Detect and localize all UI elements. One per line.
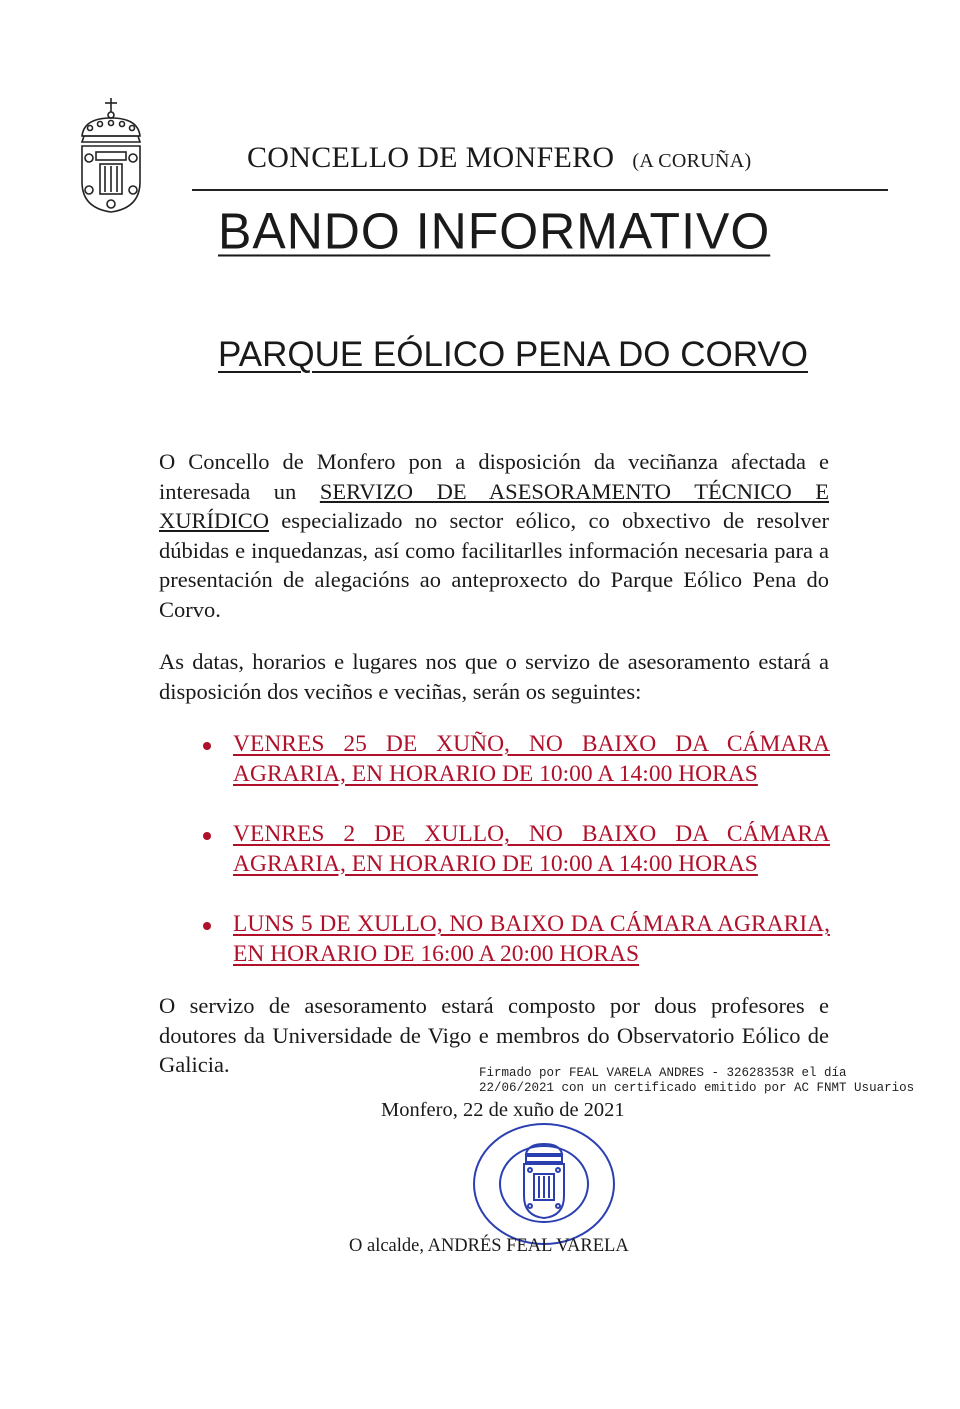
service-name: SERVIZO DE ASESORAMENTO TÉCNICO E XURÍDICO bbox=[159, 478, 830, 533]
schedule-list-item-1 bbox=[200, 730, 830, 789]
schedule-list-item-3 bbox=[200, 910, 830, 969]
composition-paragraph: O servizo de asesoramento estará composto por dous profesores e doutores da Universidade de Vigo e membros do Observatorio Eólico de Galicia. bbox=[159, 993, 829, 1077]
province-name: (A CORUÑA) bbox=[632, 150, 752, 172]
council-name: CONCELLO DE MONFERO bbox=[247, 141, 615, 174]
intro-text-start: O Concello de Monfero pon a disposición da veciñanza afectada e interesada un bbox=[159, 449, 829, 504]
coat-of-arms-icon bbox=[74, 96, 148, 216]
subtitle: PARQUE EÓLICO PENA DO CORVO bbox=[218, 335, 808, 374]
bullet-icon bbox=[203, 922, 211, 930]
list-item bbox=[200, 910, 830, 969]
intro-paragraph bbox=[159, 447, 829, 624]
digital-signature-note: Firmado por FEAL VARELA ANDRES - 32628353R el día 22/06/2021 con un certificado emitido por AC FNMT Usuarios bbox=[479, 1066, 915, 1095]
schedule-text: VENRES 25 DE XUÑO, NO BAIXO DA CÁMARA AGRARIA, EN HORARIO DE 10:00 A 14:00 HORAS bbox=[233, 731, 830, 787]
list-item bbox=[200, 730, 830, 789]
schedule-text: LUNS 5 DE XULLO, NO BAIXO DA CÁMARA AGRARIA, EN HORARIO DE 16:00 A 20:00 HORAS bbox=[233, 911, 830, 967]
council-header bbox=[247, 141, 752, 175]
main-title: BANDO INFORMATIVO bbox=[218, 202, 771, 260]
official-seal-icon bbox=[470, 1116, 618, 1248]
schedule-intro-paragraph: As datas, horarios e lugares nos que o servizo de asesoramento estará a disposición dos veciños e veciñas, serán os seguintes: bbox=[159, 649, 829, 704]
bullet-icon bbox=[203, 832, 211, 840]
schedule-text: VENRES 2 DE XULLO, NO BAIXO DA CÁMARA AGRARIA, EN HORARIO DE 10:00 A 14:00 HORAS bbox=[233, 821, 830, 877]
intro-text-end: especializado no sector eólico, co obxectivo de resolver dúbidas e inquedanzas, así como facilitarlles información necesaria para a presentación de alegacións ao anteproxecto do Parque Eólico Pena do Corvo. bbox=[159, 508, 829, 622]
list-item bbox=[200, 820, 830, 879]
place-and-date: Monfero, 22 de xuño de 2021 bbox=[381, 1099, 625, 1121]
bullet-icon bbox=[203, 742, 211, 750]
schedule-list-item-2 bbox=[200, 820, 830, 879]
mayor-signature-line: O alcalde, ANDRÉS FEAL VARELA bbox=[349, 1236, 629, 1256]
header-divider bbox=[192, 189, 888, 191]
